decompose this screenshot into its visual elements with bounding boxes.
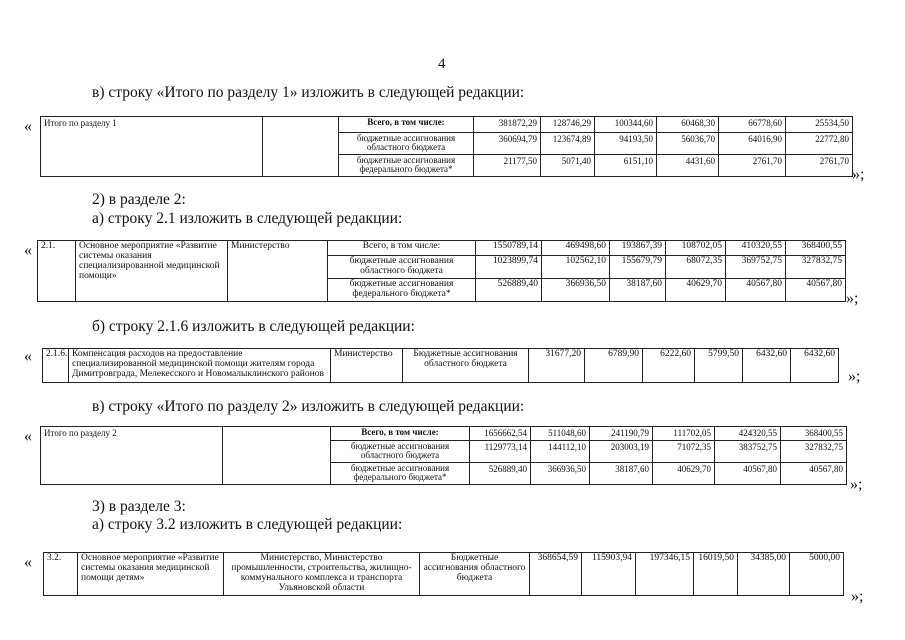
- value-cell: 203003,19: [590, 441, 653, 463]
- value-cell: 31677,20: [529, 349, 585, 383]
- table-total-section-1: [40, 116, 853, 177]
- executor-cell: Министерство, Министерство промышленности, строительства, жилищно-коммунального комплекса и транспорта Ульяновской области: [224, 553, 420, 596]
- value-cell: 327832,75: [781, 441, 847, 463]
- value-cell: 40567,80: [781, 463, 847, 485]
- value-cell: 469498,60: [542, 241, 610, 256]
- heading-row-3-2: а) строку 3.2 изложить в следующей редакции:: [92, 516, 403, 533]
- open-quote: «: [24, 348, 32, 365]
- value-cell: 526889,40: [476, 278, 542, 301]
- row-label: бюджетные ассигнования федерального бюджета*: [328, 278, 476, 301]
- value-cell: 368654,59: [530, 553, 582, 596]
- row-name-cell: Основное мероприятие «Развитие системы оказания медицинской помощи детям»: [78, 553, 224, 596]
- empty-cell: [223, 427, 331, 485]
- row-name-cell: Компенсация расходов на предоставление специализированной медицинской помощи жителям города Димитровграда, Мелекесского и Новомалыклинского районов: [69, 349, 331, 383]
- value-cell: 327832,75: [786, 256, 846, 279]
- value-cell: 144112,10: [531, 441, 590, 463]
- value-cell: 40629,70: [653, 463, 715, 485]
- row-label: Всего, в том числе:: [331, 427, 470, 441]
- value-cell: 21177,50: [474, 155, 541, 177]
- value-cell: 64016,90: [719, 133, 786, 155]
- heading-section-2: 2) в разделе 2:: [92, 191, 186, 208]
- close-quote: »;: [852, 166, 865, 183]
- table-row-3-2: [43, 552, 844, 596]
- value-cell: 368400,55: [781, 427, 847, 441]
- value-cell: 40567,80: [715, 463, 781, 485]
- executor-cell: Министерство: [228, 241, 328, 302]
- row-name-cell: Итого по разделу 1: [41, 117, 263, 177]
- close-quote: »;: [848, 368, 861, 385]
- table-row-2-1: [37, 240, 846, 302]
- row-label: бюджетные ассигнования областного бюджета: [331, 441, 470, 463]
- value-cell: 40567,80: [726, 278, 786, 301]
- row-name-cell: Итого по разделу 2: [41, 427, 223, 485]
- value-cell: 22772,80: [786, 133, 853, 155]
- value-cell: 369752,75: [726, 256, 786, 279]
- value-cell: 1129773,14: [470, 441, 531, 463]
- value-cell: 511048,60: [531, 427, 590, 441]
- value-cell: 6432,60: [743, 349, 791, 383]
- value-cell: 366936,50: [531, 463, 590, 485]
- row-label: Всего, в том числе:: [339, 117, 474, 133]
- value-cell: 2761,70: [719, 155, 786, 177]
- heading-row-2-1-6: б) строку 2.1.6 изложить в следующей редакции:: [92, 318, 415, 335]
- value-cell: 383752,75: [715, 441, 781, 463]
- value-cell: 38187,60: [610, 278, 666, 301]
- value-cell: 6151,10: [595, 155, 657, 177]
- value-cell: 1023899,74: [476, 256, 542, 279]
- table-total-section-2: [40, 426, 847, 485]
- value-cell: 2761,70: [786, 155, 853, 177]
- value-cell: 102562,10: [542, 256, 610, 279]
- row-label: бюджетные ассигнования областного бюджета: [339, 133, 474, 155]
- value-cell: 16019,50: [694, 553, 738, 596]
- row-label: бюджетные ассигнования областного бюджета: [328, 256, 476, 279]
- value-cell: 197346,15: [636, 553, 694, 596]
- open-quote: «: [24, 242, 32, 259]
- value-cell: 6789,90: [585, 349, 643, 383]
- value-cell: 5000,00: [790, 553, 844, 596]
- value-cell: 100344,60: [595, 117, 657, 133]
- value-cell: 1656662,54: [470, 427, 531, 441]
- heading-total-section-1: в) строку «Итого по разделу 1» изложить в следующей редакции:: [92, 84, 525, 101]
- row-number: 2.1.: [38, 241, 76, 302]
- value-cell: 56036,70: [657, 133, 719, 155]
- row-label: Бюджетные ассигнования областного бюджета: [420, 553, 530, 596]
- heading-total-section-2: в) строку «Итого по разделу 2» изложить в следующей редакции:: [92, 398, 525, 415]
- open-quote: «: [24, 118, 32, 135]
- value-cell: 66778,60: [719, 117, 786, 133]
- value-cell: 4431,60: [657, 155, 719, 177]
- row-label: бюджетные ассигнования федерального бюджета*: [331, 463, 470, 485]
- open-quote: «: [24, 554, 32, 571]
- value-cell: 360694,79: [474, 133, 541, 155]
- row-name-cell: Основное мероприятие «Развитие системы оказания специализированной медицинской помощи»: [76, 241, 228, 302]
- value-cell: 111702,05: [653, 427, 715, 441]
- value-cell: 155679,79: [610, 256, 666, 279]
- value-cell: 366936,50: [542, 278, 610, 301]
- value-cell: 6222,60: [643, 349, 695, 383]
- row-label: Всего, в том числе:: [328, 241, 476, 256]
- value-cell: 34385,00: [738, 553, 790, 596]
- row-label: бюджетные ассигнования федерального бюджета*: [339, 155, 474, 177]
- value-cell: 60468,30: [657, 117, 719, 133]
- value-cell: 5071,40: [541, 155, 595, 177]
- close-quote: »;: [846, 290, 859, 307]
- value-cell: 128746,29: [541, 117, 595, 133]
- value-cell: 25534,50: [786, 117, 853, 133]
- close-quote: »;: [851, 588, 864, 605]
- open-quote: «: [24, 428, 32, 445]
- executor-cell: Министерство: [331, 349, 403, 383]
- value-cell: 381872,29: [474, 117, 541, 133]
- value-cell: 68072,35: [666, 256, 726, 279]
- value-cell: 38187,60: [590, 463, 653, 485]
- heading-section-3: 3) в разделе 3:: [92, 498, 186, 515]
- page-number: 4: [438, 56, 446, 72]
- value-cell: 40629,70: [666, 278, 726, 301]
- value-cell: 123674,89: [541, 133, 595, 155]
- value-cell: 5799,50: [695, 349, 743, 383]
- value-cell: 71072,35: [653, 441, 715, 463]
- value-cell: 410320,55: [726, 241, 786, 256]
- value-cell: 526889,40: [470, 463, 531, 485]
- heading-row-2-1: а) строку 2.1 изложить в следующей редакции:: [92, 210, 403, 227]
- value-cell: 94193,50: [595, 133, 657, 155]
- close-quote: »;: [850, 476, 863, 493]
- value-cell: 108702,05: [666, 241, 726, 256]
- row-number: 3.2.: [44, 553, 78, 596]
- value-cell: 241190,79: [590, 427, 653, 441]
- value-cell: 40567,80: [786, 278, 846, 301]
- empty-cell: [263, 117, 339, 177]
- table-row-2-1-6: [42, 348, 839, 383]
- row-label: Бюджетные ассигнования областного бюджета: [403, 349, 529, 383]
- value-cell: 6432,60: [791, 349, 839, 383]
- value-cell: 193867,39: [610, 241, 666, 256]
- value-cell: 424320,55: [715, 427, 781, 441]
- value-cell: 368400,55: [786, 241, 846, 256]
- value-cell: 1550789,14: [476, 241, 542, 256]
- row-number: 2.1.6.: [43, 349, 69, 383]
- value-cell: 115903,94: [582, 553, 636, 596]
